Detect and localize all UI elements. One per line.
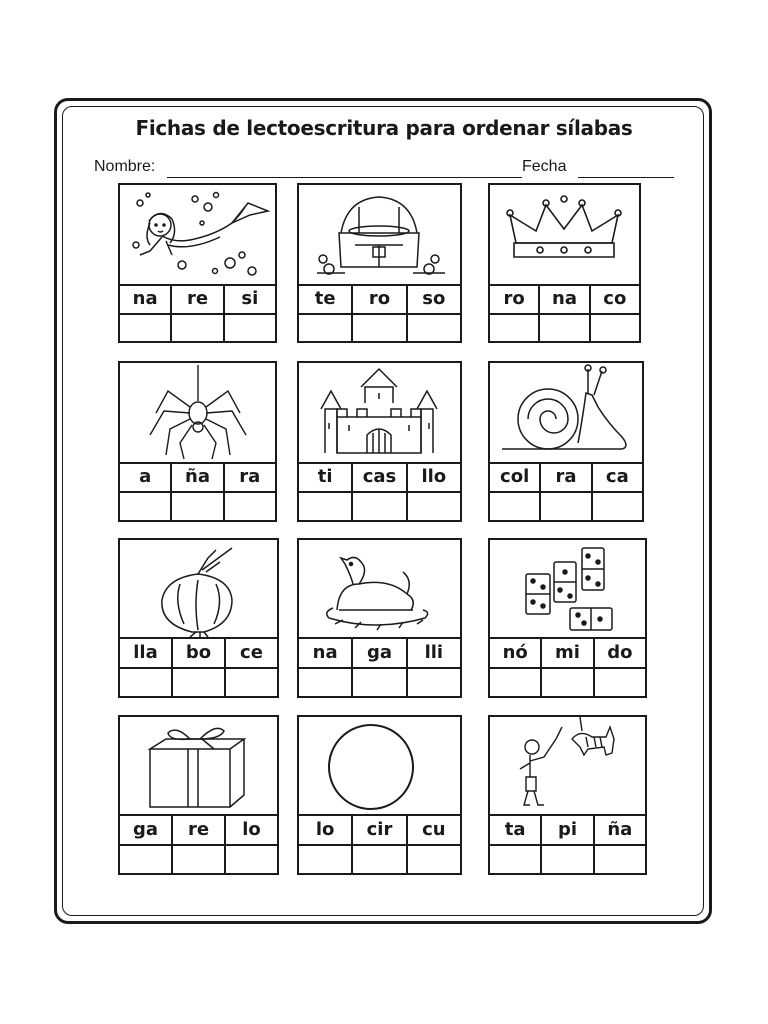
card-12 bbox=[488, 715, 647, 875]
pinata-icon bbox=[490, 717, 645, 816]
card-4 bbox=[118, 361, 277, 522]
answer-box[interactable] bbox=[408, 669, 460, 696]
syllable-cell[interactable]: ña bbox=[172, 462, 224, 491]
syllable-cell[interactable]: cu bbox=[422, 818, 446, 840]
treasure-chest-icon bbox=[299, 185, 460, 286]
hen-icon bbox=[299, 540, 460, 639]
syllable-cell[interactable]: lli bbox=[424, 641, 444, 663]
answer-box[interactable] bbox=[408, 493, 460, 520]
answer-box[interactable] bbox=[591, 315, 639, 341]
mermaid-icon bbox=[120, 185, 275, 286]
syllable-cell[interactable]: na bbox=[299, 637, 353, 667]
syllable-row bbox=[490, 284, 639, 315]
answer-box[interactable] bbox=[173, 846, 226, 873]
syllable-cell[interactable]: ce bbox=[240, 641, 263, 663]
answer-row bbox=[120, 493, 275, 520]
answer-box[interactable] bbox=[408, 846, 460, 873]
syllable-row bbox=[299, 637, 460, 669]
answer-row bbox=[120, 315, 275, 341]
syllable-row bbox=[120, 814, 277, 846]
answer-box[interactable] bbox=[225, 315, 275, 341]
answer-row bbox=[490, 493, 642, 520]
answer-box[interactable] bbox=[225, 493, 275, 520]
answer-box[interactable] bbox=[353, 669, 407, 696]
card-9 bbox=[488, 538, 647, 698]
answer-box[interactable] bbox=[541, 493, 592, 520]
answer-box[interactable] bbox=[353, 315, 407, 341]
castle-icon bbox=[299, 363, 460, 464]
syllable-cell[interactable]: ta bbox=[490, 814, 542, 844]
card-2 bbox=[297, 183, 462, 343]
name-date-row bbox=[94, 158, 674, 182]
fecha-label: Fecha bbox=[522, 158, 567, 175]
syllable-cell[interactable]: cas bbox=[353, 462, 407, 491]
card-7 bbox=[118, 538, 279, 698]
card-8 bbox=[297, 538, 462, 698]
crown-icon bbox=[490, 185, 639, 286]
syllable-cell[interactable]: ña bbox=[607, 818, 633, 840]
syllable-cell[interactable]: ro bbox=[490, 284, 540, 313]
answer-box[interactable] bbox=[542, 669, 594, 696]
answer-row bbox=[299, 669, 460, 696]
card-6 bbox=[488, 361, 644, 522]
answer-row bbox=[120, 846, 277, 873]
syllable-row bbox=[490, 462, 642, 493]
card-10 bbox=[118, 715, 279, 875]
gift-box-icon bbox=[120, 717, 277, 816]
answer-box[interactable] bbox=[593, 493, 642, 520]
syllable-row bbox=[299, 462, 460, 493]
answer-row bbox=[299, 315, 460, 341]
syllable-cell[interactable]: te bbox=[299, 284, 353, 313]
syllable-cell[interactable]: ga bbox=[120, 814, 173, 844]
card-3 bbox=[488, 183, 641, 343]
syllable-cell[interactable]: co bbox=[603, 288, 627, 309]
answer-box[interactable] bbox=[299, 493, 353, 520]
syllable-cell[interactable]: do bbox=[607, 641, 633, 663]
nombre-line[interactable] bbox=[167, 177, 522, 178]
syllable-row bbox=[490, 814, 645, 846]
syllable-cell[interactable]: ro bbox=[353, 284, 407, 313]
answer-row bbox=[490, 846, 645, 873]
fecha-line[interactable] bbox=[578, 177, 674, 178]
answer-box[interactable] bbox=[299, 846, 353, 873]
syllable-cell[interactable]: ra bbox=[541, 462, 592, 491]
answer-row bbox=[299, 846, 460, 873]
syllable-cell[interactable]: ti bbox=[299, 462, 353, 491]
syllable-cell[interactable]: a bbox=[120, 462, 172, 491]
syllable-cell[interactable]: lla bbox=[120, 637, 173, 667]
answer-box[interactable] bbox=[595, 846, 645, 873]
answer-box[interactable] bbox=[120, 846, 173, 873]
syllable-cell[interactable]: re bbox=[173, 814, 226, 844]
answer-box[interactable] bbox=[172, 315, 224, 341]
spider-icon bbox=[120, 363, 275, 464]
circle-icon bbox=[299, 717, 460, 816]
answer-box[interactable] bbox=[542, 846, 594, 873]
syllable-cell[interactable]: ra bbox=[239, 466, 261, 487]
syllable-cell[interactable]: mi bbox=[542, 637, 594, 667]
syllable-row bbox=[299, 284, 460, 315]
syllable-row bbox=[120, 284, 275, 315]
page-title: Fichas de lectoescritura para ordenar sílabas bbox=[135, 116, 633, 140]
answer-row bbox=[490, 315, 639, 341]
answer-box[interactable] bbox=[172, 493, 224, 520]
snail-icon bbox=[490, 363, 642, 464]
nombre-label: Nombre: bbox=[94, 158, 156, 175]
syllable-cell[interactable]: na bbox=[540, 284, 590, 313]
answer-box[interactable] bbox=[490, 493, 541, 520]
answer-box[interactable] bbox=[120, 315, 172, 341]
syllable-cell[interactable]: lo bbox=[242, 818, 261, 840]
answer-row bbox=[490, 669, 645, 696]
syllable-cell[interactable]: col bbox=[490, 462, 541, 491]
answer-box[interactable] bbox=[173, 669, 226, 696]
syllable-row bbox=[490, 637, 645, 669]
syllable-cell[interactable]: re bbox=[172, 284, 224, 313]
answer-box[interactable] bbox=[120, 669, 173, 696]
answer-box[interactable] bbox=[595, 669, 645, 696]
syllable-cell[interactable]: bo bbox=[173, 637, 226, 667]
onion-icon bbox=[120, 540, 277, 639]
answer-box[interactable] bbox=[490, 315, 540, 341]
syllable-cell[interactable]: ca bbox=[605, 466, 629, 487]
answer-row bbox=[299, 493, 460, 520]
answer-box[interactable] bbox=[299, 315, 353, 341]
syllable-cell[interactable]: pi bbox=[542, 814, 594, 844]
syllable-row bbox=[120, 462, 275, 493]
card-5 bbox=[297, 361, 462, 522]
answer-box[interactable] bbox=[226, 669, 277, 696]
syllable-cell[interactable]: so bbox=[422, 288, 446, 309]
answer-box[interactable] bbox=[120, 493, 172, 520]
syllable-cell[interactable]: lo bbox=[299, 814, 353, 844]
syllable-cell[interactable]: nó bbox=[490, 637, 542, 667]
syllable-cell[interactable]: llo bbox=[421, 466, 447, 487]
card-1 bbox=[118, 183, 277, 343]
syllable-cell[interactable]: ga bbox=[353, 637, 407, 667]
answer-box[interactable] bbox=[299, 669, 353, 696]
syllable-cell[interactable]: cir bbox=[353, 814, 407, 844]
answer-row bbox=[120, 669, 277, 696]
syllable-row bbox=[120, 637, 277, 669]
card-11 bbox=[297, 715, 462, 875]
answer-box[interactable] bbox=[490, 846, 542, 873]
answer-box[interactable] bbox=[226, 846, 277, 873]
syllable-cell[interactable]: si bbox=[241, 288, 259, 309]
answer-box[interactable] bbox=[490, 669, 542, 696]
answer-box[interactable] bbox=[540, 315, 590, 341]
dominoes-icon bbox=[490, 540, 645, 639]
answer-box[interactable] bbox=[353, 493, 407, 520]
answer-box[interactable] bbox=[353, 846, 407, 873]
answer-box[interactable] bbox=[408, 315, 460, 341]
syllable-cell[interactable]: na bbox=[120, 284, 172, 313]
syllable-row bbox=[299, 814, 460, 846]
